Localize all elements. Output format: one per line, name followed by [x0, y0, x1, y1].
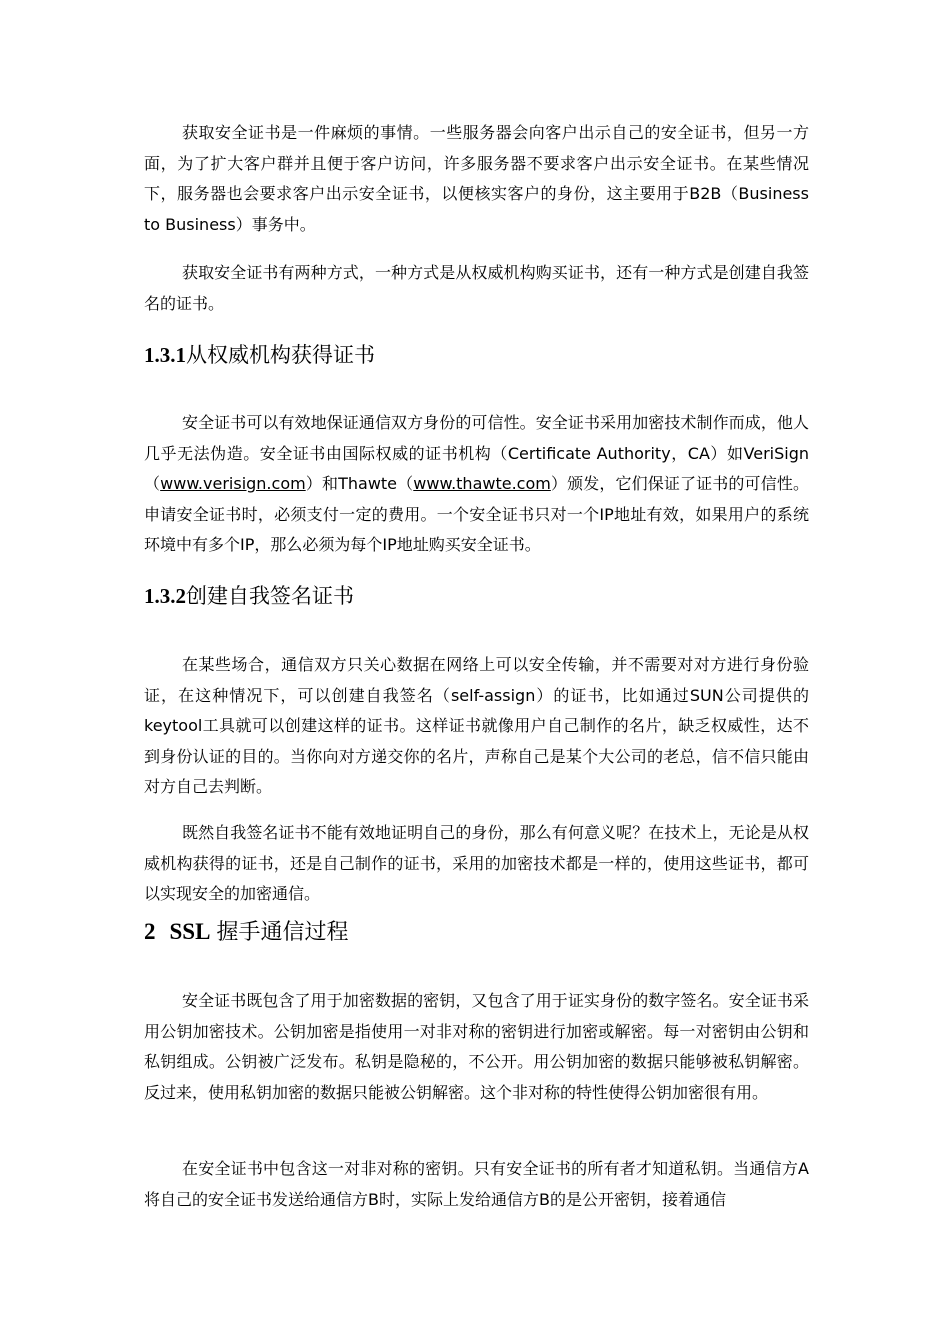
section-title: 从权威机构获得证书 [186, 343, 375, 367]
paragraph-text: （ [144, 474, 161, 493]
verisign-term: VeriSign [743, 443, 809, 463]
keytool-term: keytool [144, 716, 203, 735]
section-title: 握手通信过程 [216, 920, 349, 945]
business-to-business-term: Business to Business [144, 184, 809, 234]
paragraph-text: 地址有效，如果用户的系统环境中有多个 [144, 504, 809, 554]
paragraph-text: ）和 [305, 474, 339, 493]
paragraph-text: ， [670, 443, 688, 463]
paragraph-text: ，那么必须为每个 [254, 535, 383, 554]
thawte-term: Thawte [338, 474, 398, 493]
party-b-term: B [539, 1189, 550, 1209]
paragraph-two-ways: 获取安全证书有两种方式，一种方式是从权威机构购买证书，还有一种方式是创建自我签名的证书。 [144, 263, 809, 313]
self-assign-term: self-assign [450, 685, 536, 705]
section-title: 创建自我签名证书 [186, 584, 354, 608]
paragraph-text: 在安全证书中包含这一对非对称的密钥。只有安全证书的所有者才知道私钥。当通信方 [182, 1159, 799, 1178]
sun-term: SUN [689, 685, 724, 705]
paragraph-text: ）颁发，它们保证了证书的可信性。申请安全证书时，必须支付一定的费用。一个安全证书只对一个 [144, 474, 809, 524]
paragraph-text: （ [397, 474, 414, 493]
paragraph-public-key: 安全证书既包含了用于加密数据的密钥，又包含了用于证实身份的数字签名。安全证书采用公钥加密技术。公钥加密是指使用一对非对称的密钥进行加密或解密。每一对密钥由公钥和私钥组成。公钥被广泛发布。私钥是隐秘的，不公开。用公钥加密的数据只能够被私钥解密。反过来，使用私钥加密的数据只能被公钥解密。这个非对称的特性使得公钥加密很有用。 [144, 991, 809, 1102]
ip-term: IP [382, 535, 397, 554]
thawte-link[interactable]: www.thawte.com [413, 474, 551, 493]
section-number: 1.3.2 [144, 584, 186, 608]
paragraph-text: ）的证书，比如通过 [535, 685, 690, 705]
verisign-link[interactable]: www.verisign.com [160, 474, 306, 493]
paragraph-text: 公司提供的 [723, 685, 809, 705]
paragraph-text: 将自己的安全证书发送给通信方 [144, 1189, 369, 1209]
paragraph-self-signed-meaning: 既然自我签名证书不能有效地证明自己的身份，那么有何意义呢？在技术上，无论是从权威机构获得的证书，还是自己制作的证书，采用的加密技术都是一样的，使用这些证书，都可以实现安全的加密通信。 [144, 823, 809, 903]
section-heading-2 [144, 916, 348, 949]
paragraph-text: （ [721, 184, 739, 203]
paragraph-text: 在某些场合，通信双方只关心数据在网络上可以安全传输，并不需要对对方进行身份验证，在这种情况下，可以创建自我签名（ [144, 655, 809, 705]
paragraph-text: 的是公开密钥，接着通信 [550, 1189, 727, 1209]
paragraph-text: ）如 [709, 443, 744, 463]
party-a-term: A [798, 1159, 809, 1178]
paragraph-text: ）事务中。 [235, 214, 316, 234]
paragraph-key-pair [144, 1154, 809, 1215]
ip-term: IP [240, 535, 255, 554]
party-b-term: B [368, 1189, 379, 1209]
paragraph-self-signed [144, 650, 809, 803]
section-number: 1.3.1 [144, 343, 186, 367]
paragraph-text: 安全证书可以有效地保证通信双方身份的可信性。安全证书采用加密技术制作而成，他人几乎无法伪造。安全证书由国际权威的证书机构（ [144, 413, 809, 463]
section-number: 2 [144, 919, 156, 944]
ip-term: IP [599, 504, 614, 524]
section-heading-1-3-1 [144, 340, 375, 370]
paragraph-text: 工具就可以创建这样的证书。这样证书就像用户自己制作的名片，缺乏权威性，达不到身份认证的目的。当你向对方递交你的名片，声称自己是某个大公司的老总，信不信只能由对方自己去判断。 [144, 716, 809, 796]
certificate-authority-term: Certificate Authority [507, 443, 671, 463]
ca-term: CA [687, 443, 710, 463]
paragraph-obtaining-certificates [144, 118, 809, 240]
section-heading-1-3-2 [144, 581, 354, 611]
paragraph-text: 地址购买安全证书。 [396, 535, 541, 554]
ssl-term: SSL [169, 919, 211, 944]
b2b-term: B2B [689, 184, 722, 203]
paragraph-text: 时，实际上发给通信方 [379, 1189, 540, 1209]
paragraph-authority-certificates [144, 408, 809, 561]
paragraph-text: 获取安全证书是一件麻烦的事情。一些服务器会向客户出示自己的安全证书，但另一方面，为了扩大客户群并且便于客户访问，许多服务器不要求客户出示安全证书。在某些情况下，服务器也会要求客户出示安全证书，以便核实客户的身份，这主要用于 [144, 123, 809, 203]
